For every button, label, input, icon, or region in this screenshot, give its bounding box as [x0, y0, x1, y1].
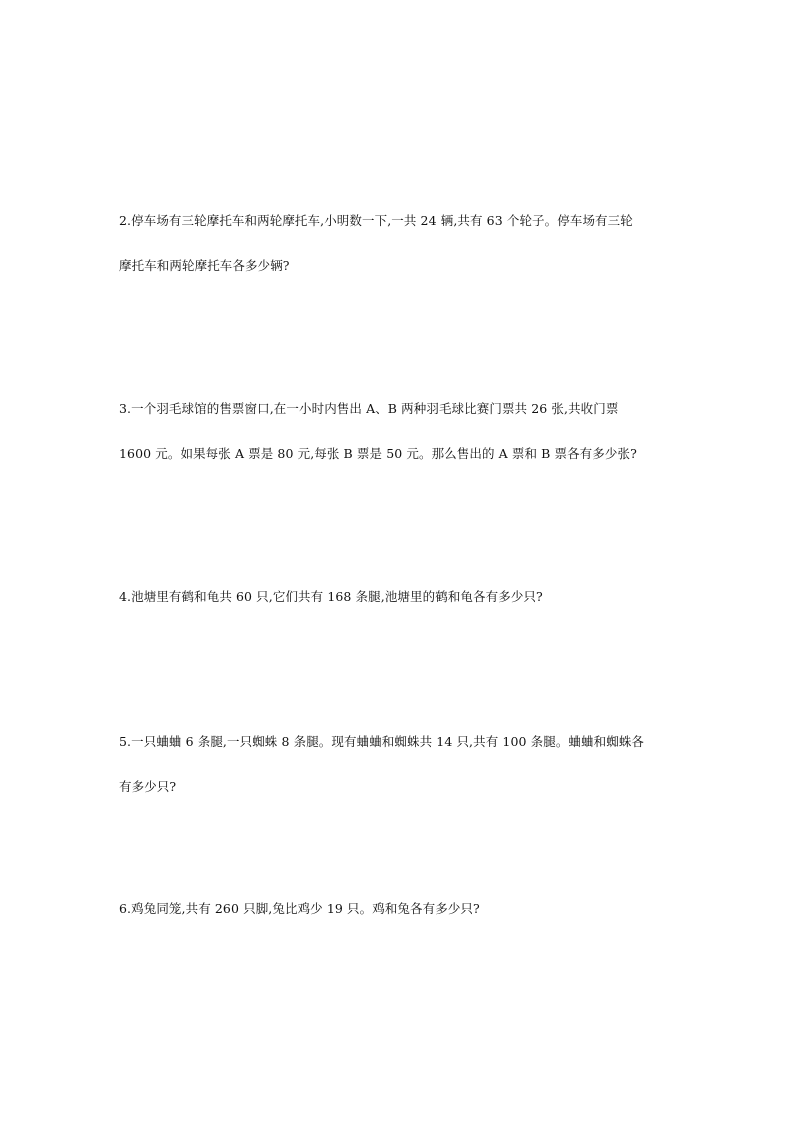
problem-4 [119, 589, 679, 604]
problem-2 [119, 213, 679, 273]
problem-5-line-2: 有多少只? [119, 779, 177, 794]
problem-2-line-2: 摩托车和两轮摩托车各多少辆? [119, 258, 290, 273]
problem-5 [119, 734, 679, 794]
problem-3 [119, 401, 679, 461]
problem-4-line-1: 4.池塘里有鹤和龟共 60 只,它们共有 168 条腿,池塘里的鹤和龟各有多少只? [119, 589, 543, 604]
problem-6-line-1: 6.鸡兔同笼,共有 260 只脚,兔比鸡少 19 只。鸡和兔各有多少只? [119, 901, 480, 916]
problem-6 [119, 901, 679, 916]
problem-3-line-2: 1600 元。如果每张 A 票是 80 元,每张 B 票是 50 元。那么售出的 A 票和 B 票各有多少张? [119, 446, 637, 461]
problem-3-line-1: 3.一个羽毛球馆的售票窗口,在一小时内售出 A、B 两种羽毛球比赛门票共 26 张,共收门票 [119, 401, 619, 416]
problem-5-line-1: 5.一只蛐蛐 6 条腿,一只蜘蛛 8 条腿。现有蛐蛐和蜘蛛共 14 只,共有 100 条腿。蛐蛐和蜘蛛各 [119, 734, 645, 749]
problem-2-line-1: 2.停车场有三轮摩托车和两轮摩托车,小明数一下,一共 24 辆,共有 63 个轮子。停车场有三轮 [119, 213, 633, 228]
